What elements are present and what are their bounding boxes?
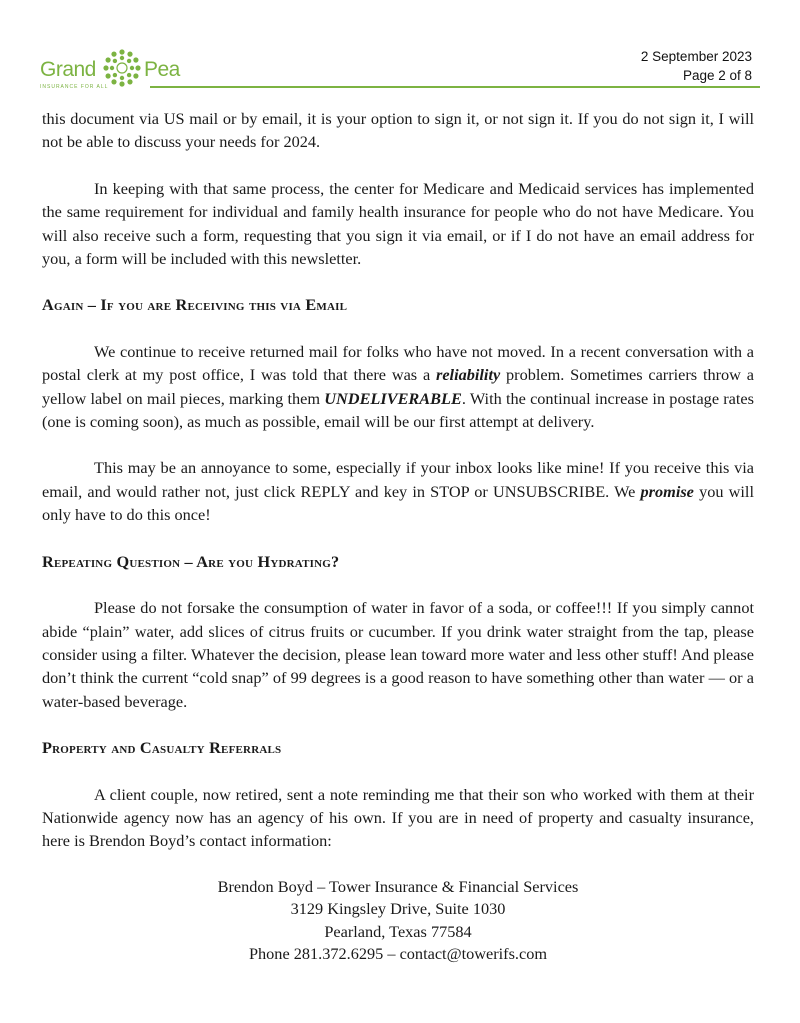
text-run: We continue to receive returned mail for folks who have not moved. In a recent conversation with a postal clerk at my post office, I was told that there was a	[42, 341, 754, 385]
emphasis-reliability: reliability	[436, 365, 501, 385]
text-run: problem. Sometimes carriers throw a yellow label on mail pieces, marking them	[42, 365, 754, 408]
contact-address	[42, 876, 754, 966]
emphasis-promise: promise	[640, 481, 694, 501]
paragraph: Please do not forsake the consumption of water in favor of a soda, or coffee!!! If you simply cannot abide “plain” water, add slices of citrus fruits or cucumber. If you drink water straight from the tap, please consider using a filter. Whatever the decision, please lean toward more water and less other stuff! And please don’t think the current “cold snap” of 99 degrees is a good reason to have something other than water — or a water-based beverage.	[42, 598, 754, 711]
page-header	[0, 0, 800, 100]
header-date: 2 September 2023	[640, 49, 752, 64]
address-line: 3129 Kingsley Drive, Suite 1030	[290, 899, 506, 919]
header-meta	[641, 47, 752, 85]
text-run: This may be an annoyance to some, especially if your inbox looks like mine! If you receive this via email, and would rather not, just click REPLY and key in STOP or UNSUBSCRIBE. We	[42, 458, 754, 501]
text-run: you will only have to do this once!	[42, 481, 754, 525]
logo-word-pea: Pea	[144, 58, 180, 81]
paragraph: A client couple, now retired, sent a note reminding me that their son who worked with them at their Nationwide agency now has an agency of his own. If you are in need of property and casualty insurance, here is Brendon Boyd’s contact information:	[42, 784, 754, 851]
flower-icon	[102, 48, 142, 88]
section-heading: Repeating Question – Are you Hydrating?	[42, 551, 340, 571]
emphasis-undeliverable: UNDELIVERABLE	[324, 388, 462, 408]
text-run: . With the continual increase in postage rates (one is coming soon), as much as possible, email will be our first attempt at delivery.	[42, 388, 754, 432]
logo-word-grand: Grand	[40, 58, 96, 81]
paragraph: this document via US mail or by email, it is your option to sign it, or not sign it. If you do not sign it, I will not be able to discuss your needs for 2024.	[42, 109, 754, 152]
section-heading: Property and Casualty Referrals	[42, 738, 282, 758]
address-line: Pearland, Texas 77584	[324, 921, 472, 941]
logo-tagline: INSURANCE FOR ALL	[40, 84, 109, 90]
paragraph: In keeping with that same process, the center for Medicare and Medicaid services has implemented the same requirement for individual and family health insurance for people who do not have Medicare. You will also receive such a form, requesting that you sign it via email, or if I do not have an email address for you, a form will be included with this newsletter.	[42, 178, 754, 269]
address-line: Phone 281.372.6295 – contact@towerifs.com	[248, 944, 548, 964]
section-heading: Again – If you are Receiving this via Email	[42, 295, 348, 315]
address-line: Brendon Boyd – Tower Insurance & Financial Services	[217, 876, 579, 896]
header-rule	[150, 86, 760, 88]
newsletter-body	[42, 107, 754, 966]
paragraph	[42, 456, 754, 526]
paragraph	[42, 340, 754, 434]
page-number: Page 2 of 8	[682, 68, 752, 83]
